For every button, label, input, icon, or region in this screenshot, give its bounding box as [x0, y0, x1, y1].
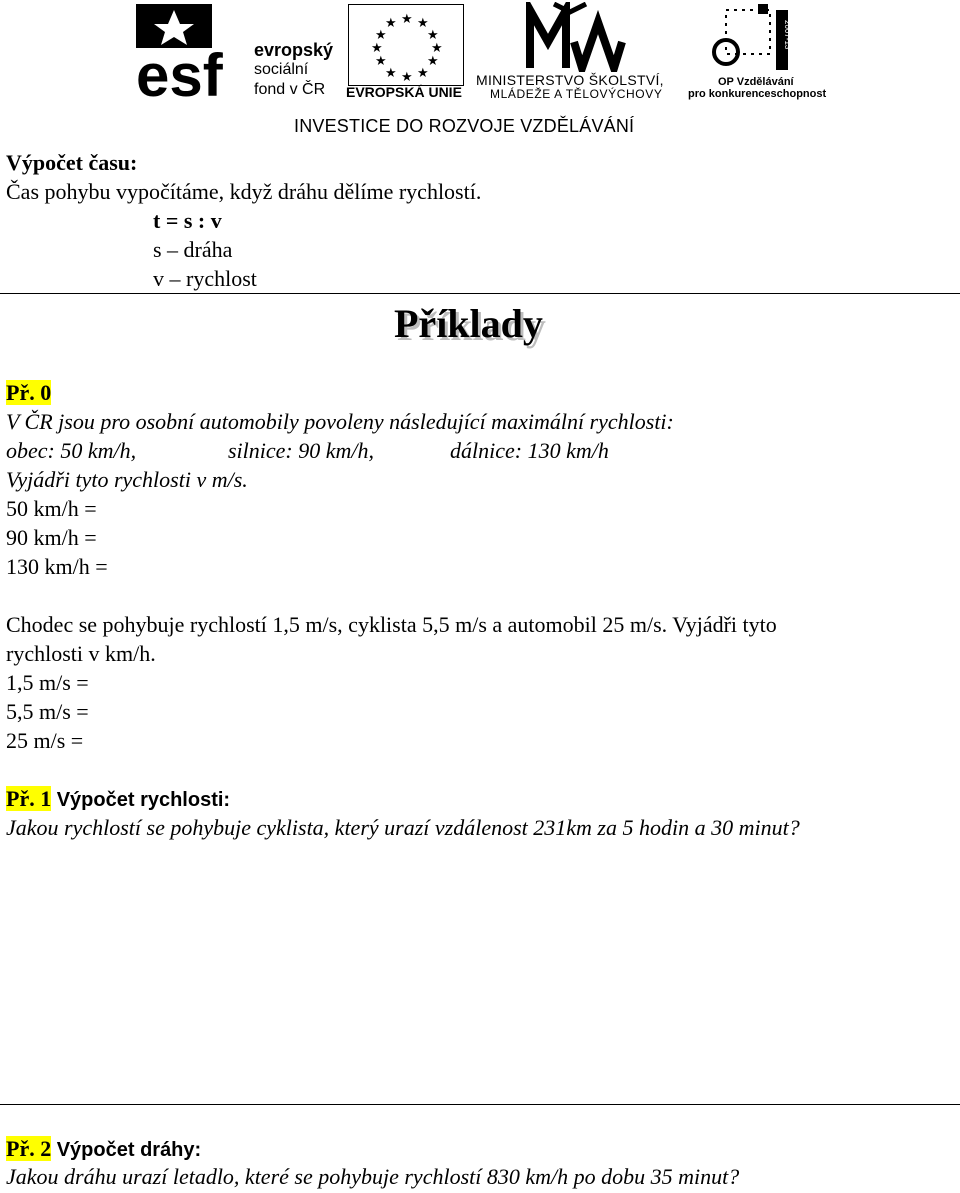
svg-text:★: ★ — [385, 15, 397, 30]
ex0-conversion: 50 km/h = — [6, 496, 97, 521]
eu-label: EVROPSKÁ UNIE — [346, 84, 462, 100]
ex1-question: Jakou rychlostí se pohybuje cyklista, který urazí vzdálenost 231km za 5 hodin a 30 minut? — [6, 815, 800, 840]
esf-text — [254, 40, 333, 100]
ex0-intro: V ČR jsou pro osobní automobily povoleny následující maximální rychlosti: — [6, 409, 674, 434]
op-logo — [712, 4, 798, 74]
ex2-label: Př. 2 — [6, 1136, 52, 1161]
svg-text:★: ★ — [427, 53, 439, 68]
section-time-title: Výpočet času: — [6, 150, 138, 175]
op-year: 2007-13 — [783, 20, 792, 50]
svg-text:★: ★ — [431, 40, 443, 55]
ex0-conversion: 5,5 m/s = — [6, 699, 89, 724]
ex2-header — [6, 1136, 201, 1163]
op-line: pro konkurenceschopnost — [688, 88, 827, 100]
svg-text:★: ★ — [417, 65, 429, 80]
op-line: OP Vzdělávání — [718, 76, 794, 88]
esf-text-line: sociální — [254, 61, 309, 78]
svg-text:★: ★ — [401, 11, 413, 26]
msmt-line: MINISTERSTVO ŠKOLSTVÍ, — [476, 72, 664, 88]
section-time-sentence: Čas pohybu vypočítáme, když dráhu dělíme rychlostí. — [6, 179, 482, 204]
divider — [0, 1104, 960, 1105]
ex0-conversion: 1,5 m/s = — [6, 670, 89, 695]
ex1-header — [6, 786, 230, 813]
definition-v: v – rychlost — [153, 266, 257, 291]
ex1-title: Výpočet rychlosti: — [56, 789, 231, 811]
divider — [0, 293, 960, 294]
eu-flag-logo — [348, 4, 464, 86]
ex1-label: Př. 1 — [6, 786, 52, 811]
svg-text:★: ★ — [417, 15, 429, 30]
eu-stars-icon — [349, 5, 463, 85]
ex0-label-text: Př. 0 — [6, 380, 52, 405]
esf-text-line: evropský — [254, 40, 334, 60]
ex0-conversion: 130 km/h = — [6, 554, 108, 579]
ex0-limit-dalnice: dálnice: 130 km/h — [450, 438, 609, 463]
esf-logo — [136, 4, 246, 100]
page-heading: Příklady — [394, 301, 543, 346]
svg-text:★: ★ — [375, 27, 387, 42]
ex0-limit-obec: obec: 50 km/h, — [6, 438, 137, 463]
ex0-paragraph2-line1: Chodec se pohybuje rychlostí 1,5 m/s, cyklista 5,5 m/s a automobil 25 m/s. Vyjádři tyto — [6, 612, 777, 637]
definition-s: s – dráha — [153, 237, 233, 262]
ex0-label — [6, 380, 51, 406]
svg-text:★: ★ — [401, 69, 413, 84]
ex2-title: Výpočet dráhy: — [56, 1139, 202, 1161]
svg-text:★: ★ — [385, 65, 397, 80]
ex2-question: Jakou dráhu urazí letadlo, které se pohybuje rychlostí 830 km/h po dobu 35 minut? — [6, 1164, 740, 1189]
ex0-limit-silnice: silnice: 90 km/h, — [228, 438, 375, 463]
tagline: INVESTICE DO ROZVOJE VZDĚLÁVÁNÍ — [294, 116, 635, 136]
ex0-conversion: 90 km/h = — [6, 525, 97, 550]
svg-text:★: ★ — [427, 27, 439, 42]
time-formula: t = s : v — [153, 208, 222, 233]
ex0-conversion: 25 m/s = — [6, 728, 84, 753]
ex0-paragraph2-line2: rychlosti v km/h. — [6, 641, 156, 666]
ex0-task: Vyjádři tyto rychlosti v m/s. — [6, 467, 248, 492]
svg-text:★: ★ — [371, 40, 383, 55]
msmt-line: MLÁDEŽE A TĚLOVÝCHOVY — [490, 87, 663, 101]
msmt-logo — [470, 2, 676, 72]
esf-word: esf — [136, 42, 223, 100]
esf-text-line: fond v ČR — [254, 81, 326, 98]
svg-text:★: ★ — [375, 53, 387, 68]
